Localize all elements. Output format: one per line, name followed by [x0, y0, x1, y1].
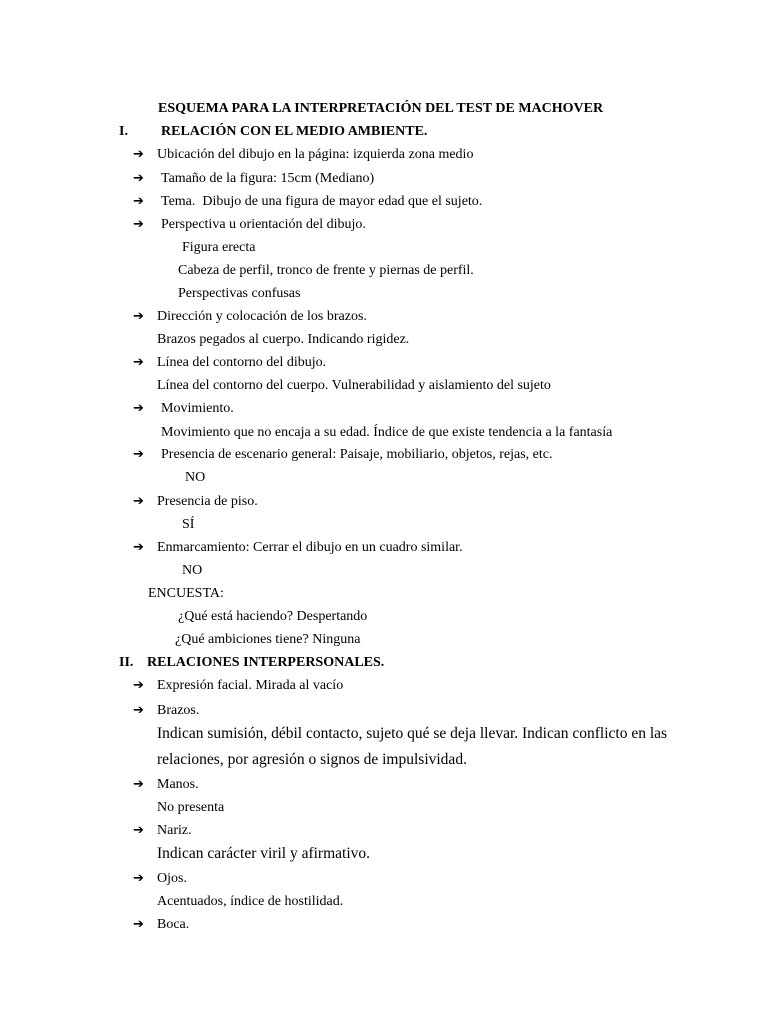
item-nariz: Nariz.: [157, 823, 192, 838]
bullet-arrow-icon: ➔: [133, 777, 144, 792]
item-tema: Tema. Dibujo de una figura de mayor edad que el sujeto.: [161, 194, 483, 209]
item-boca: Boca.: [157, 917, 190, 932]
enmarcamiento-value: NO: [182, 563, 203, 578]
bullet-arrow-icon: ➔: [133, 871, 144, 886]
bullet-arrow-icon: ➔: [133, 171, 144, 186]
linea-detail: Línea del contorno del cuerpo. Vulnerabilidad y aislamiento del sujeto: [157, 378, 551, 393]
item-direccion: Dirección y colocación de los brazos.: [157, 309, 367, 324]
perspectiva-detail-2: Cabeza de perfil, tronco de frente y piernas de perfil.: [178, 263, 474, 278]
escenario-value: NO: [185, 470, 206, 485]
bullet-arrow-icon: ➔: [133, 401, 144, 416]
document-title: ESQUEMA PARA LA INTERPRETACIÓN DEL TEST DE MACHOVER: [158, 101, 604, 116]
bullet-arrow-icon: ➔: [133, 355, 144, 370]
item-manos: Manos.: [157, 777, 199, 792]
bullet-arrow-icon: ➔: [133, 447, 144, 462]
item-escenario: Presencia de escenario general: Paisaje, mobiliario, objetos, rejas, etc.: [161, 447, 553, 462]
bullet-arrow-icon: ➔: [133, 494, 144, 509]
item-piso: Presencia de piso.: [157, 494, 258, 509]
bullet-arrow-icon: ➔: [133, 823, 144, 838]
manos-detail: No presenta: [157, 800, 225, 815]
bullet-arrow-icon: ➔: [133, 678, 144, 693]
brazos-detail-2: relaciones, por agresión o signos de impulsividad.: [157, 751, 467, 768]
item-brazos: Brazos.: [157, 703, 200, 718]
item-linea: Línea del contorno del dibujo.: [157, 355, 327, 370]
ojos-detail: Acentuados, índice de hostilidad.: [157, 894, 344, 909]
item-expresion: Expresión facial. Mirada al vacío: [157, 678, 344, 693]
encuesta-label: ENCUESTA:: [148, 586, 224, 601]
bullet-arrow-icon: ➔: [133, 540, 144, 555]
item-ubicacion: Ubicación del dibujo en la página: izquierda zona medio: [157, 147, 474, 162]
section-2-number: II.: [119, 655, 134, 670]
section-1-number: I.: [119, 124, 128, 139]
direccion-detail: Brazos pegados al cuerpo. Indicando rigidez.: [157, 332, 410, 347]
piso-value: SÍ: [182, 517, 195, 532]
encuesta-question-1: ¿Qué está haciendo? Despertando: [178, 609, 368, 624]
item-enmarcamiento: Enmarcamiento: Cerrar el dibujo en un cuadro similar.: [157, 540, 463, 555]
bullet-arrow-icon: ➔: [133, 147, 144, 162]
item-perspectiva: Perspectiva u orientación del dibujo.: [161, 217, 366, 232]
bullet-arrow-icon: ➔: [133, 309, 144, 324]
perspectiva-detail-1: Figura erecta: [182, 240, 256, 255]
item-movimiento: Movimiento.: [161, 401, 234, 416]
brazos-detail-1: Indican sumisión, débil contacto, sujeto qué se deja llevar. Indican conflicto en las: [157, 725, 668, 742]
section-2-heading: RELACIONES INTERPERSONALES.: [147, 655, 385, 670]
bullet-arrow-icon: ➔: [133, 917, 144, 932]
bullet-arrow-icon: ➔: [133, 217, 144, 232]
movimiento-detail: Movimiento que no encaja a su edad. Índice de que existe tendencia a la fantasía: [161, 425, 613, 440]
perspectiva-detail-3: Perspectivas confusas: [178, 286, 301, 301]
section-1-heading: RELACIÓN CON EL MEDIO AMBIENTE.: [161, 124, 428, 139]
item-ojos: Ojos.: [157, 871, 187, 886]
bullet-arrow-icon: ➔: [133, 194, 144, 209]
encuesta-question-2: ¿Qué ambiciones tiene? Ninguna: [175, 632, 361, 647]
nariz-detail: Indican carácter viril y afirmativo.: [157, 845, 371, 862]
item-tamano: Tamaño de la figura: 15cm (Mediano): [161, 171, 375, 186]
bullet-arrow-icon: ➔: [133, 703, 144, 718]
